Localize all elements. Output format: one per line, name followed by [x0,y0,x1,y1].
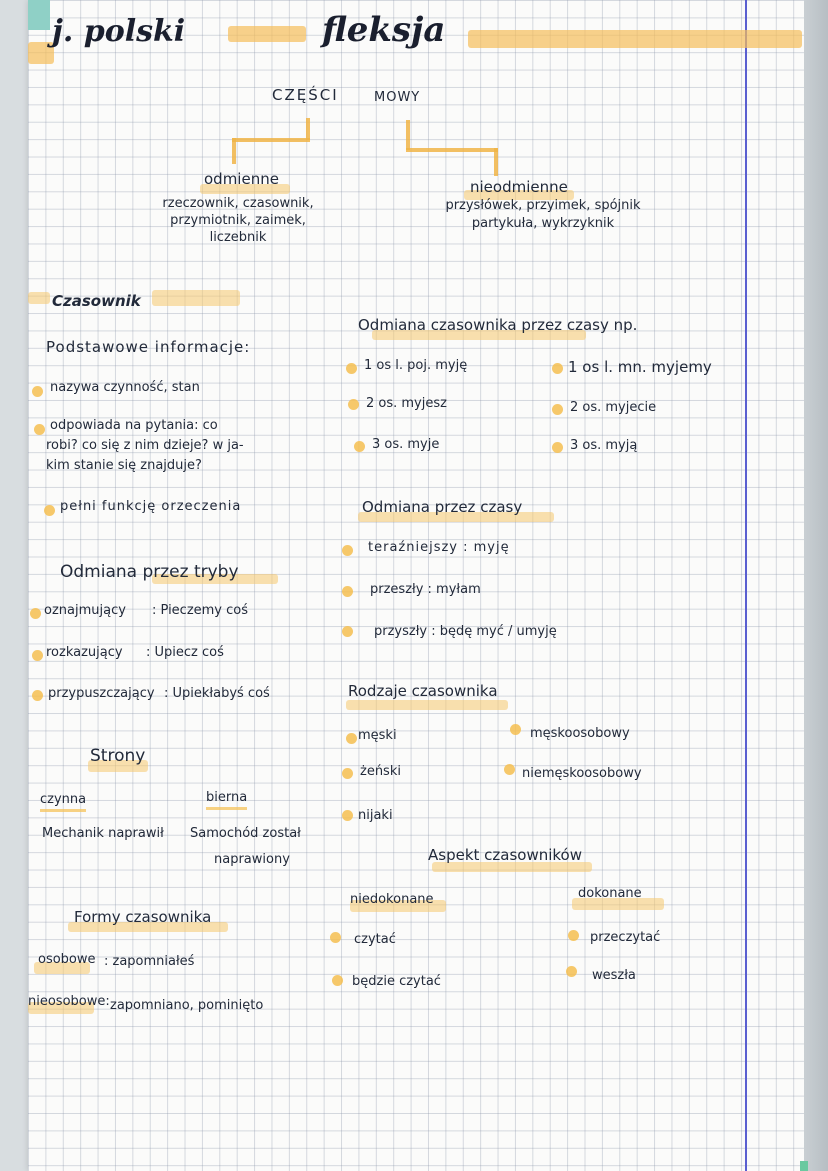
bullet-dot [552,404,563,415]
perfective-label: dokonane [578,886,642,901]
bullet-dot [32,690,43,701]
corner-decoration [800,1161,808,1171]
mood-label: przypuszczający [48,686,155,701]
tree-branch [306,118,310,140]
active-voice-label: czynna [40,792,86,812]
tense-row: przeszły : myłam [370,582,481,597]
moods-title: Odmiana przez tryby [60,562,239,582]
notebook-page [28,0,804,1171]
verb-bullet: odpowiada na pytania: co [50,418,218,433]
bullet-dot [342,626,353,637]
conjugation-plural: 2 os. myjecie [570,400,657,415]
margin-line [745,0,747,1171]
voices-title: Strony [90,746,146,766]
imperfective-item: będzie czytać [352,974,441,989]
bullet-dot [568,930,579,941]
verb-title: Czasownik [52,292,141,310]
bullet-dot [32,650,43,661]
uninflected-label: nieodmienne [470,178,568,196]
passive-voice-label: bierna [206,790,247,810]
verb-form-label: nieosobowe: [28,994,110,1009]
verb-form-example: zapomniano, pominięto [110,998,264,1013]
tree-branch [406,120,410,150]
conjugation-plural: 1 os l. mn. myjemy [568,358,712,376]
active-voice-example: Mechanik naprawił [42,826,164,841]
verb-form-example: : zapomniałeś [104,954,195,969]
bullet-dot [342,768,353,779]
bullet-dot [510,724,521,735]
mood-label: rozkazujący [46,645,123,660]
perfective-item: weszła [592,968,636,983]
imperfective-label: niedokonane [350,892,434,907]
title-highlight [28,42,54,64]
topic-title: fleksja [322,10,446,50]
gender-left: męski [358,728,397,743]
bullet-dot [30,608,41,619]
tree-branch [232,138,310,142]
gender-left: nijaki [358,808,393,823]
tree-branch [494,148,498,176]
bullet-dot [552,442,563,453]
title-highlight [468,30,802,48]
bullet-dot [342,586,353,597]
page-edge [804,0,828,1171]
bullet-dot [552,363,563,374]
verb-form-label: osobowe [38,952,96,967]
bullet-dot [566,966,577,977]
verb-bullet-continued: robi? co się z nim dzieje? w ja- [46,438,244,453]
gender-left: żeński [360,764,401,779]
parts-of-speech-title-left: CZĘŚCI [272,86,339,104]
genders-title: Rodzaje czasownika [348,682,498,700]
tree-branch [232,138,236,164]
conjugation-title: Odmiana czasownika przez czasy np. [358,316,638,334]
passive-voice-example: naprawiony [214,852,290,867]
verb-forms-title: Formy czasownika [74,908,212,926]
inflected-item: przymiotnik, zaimek, [170,213,306,228]
bullet-dot [342,810,353,821]
bullet-dot [332,975,343,986]
tenses-title: Odmiana przez czasy [362,498,523,516]
conjugation-singular: 2 os. myjesz [366,396,447,411]
conjugation-plural: 3 os. myją [570,438,638,453]
conjugation-singular: 1 os l. poj. myję [364,358,468,373]
bullet-dot [34,424,45,435]
inflected-item: rzeczownik, czasownik, [162,196,314,211]
bullet-dot [354,441,365,452]
bullet-dot [348,399,359,410]
verb-bullet: nazywa czynność, stan [50,380,200,395]
uninflected-item: przysłówek, przyimek, spójnik [445,198,641,213]
uninflected-item: partykuła, wykrzyknik [471,216,615,231]
section-highlight [28,292,50,304]
passive-voice-example: Samochód został [190,826,301,841]
bullet-dot [44,505,55,516]
imperfective-item: czytać [354,932,396,947]
tense-row: przyszły : będę myć / umyję [374,624,557,639]
gender-right: niemęskoosobowy [522,766,642,781]
verb-bullet: pełni funkcję orzeczenia [60,499,242,514]
tense-row: teraźniejszy : myję [368,540,510,555]
mood-example: : Upiecz coś [146,645,224,660]
bullet-dot [346,363,357,374]
bullet-dot [342,545,353,556]
conjugation-singular: 3 os. myje [372,437,440,452]
basic-info-title: Podstawowe informacje: [46,338,251,356]
tree-branch [406,148,498,152]
bullet-dot [32,386,43,397]
title-highlight [228,26,306,42]
subject-title: j. polski [52,14,186,49]
bullet-dot [504,764,515,775]
mood-label: oznajmujący [44,603,126,618]
section-highlight [152,290,240,306]
aspects-title: Aspekt czasowników [428,846,583,864]
mood-example: : Upiekłabyś coś [164,686,270,701]
section-highlight [346,700,508,710]
perfective-item: przeczytać [590,930,661,945]
page-corner-decoration [28,0,50,30]
gender-right: męskoosobowy [530,726,630,741]
verb-bullet-continued: kim stanie się znajduje? [46,458,202,473]
inflected-item: liczebnik [209,230,267,245]
mood-example: : Pieczemy coś [152,603,249,618]
parts-of-speech-title-right: MOWY [374,90,421,105]
inflected-label: odmienne [204,170,279,188]
bullet-dot [330,932,341,943]
bullet-dot [346,733,357,744]
